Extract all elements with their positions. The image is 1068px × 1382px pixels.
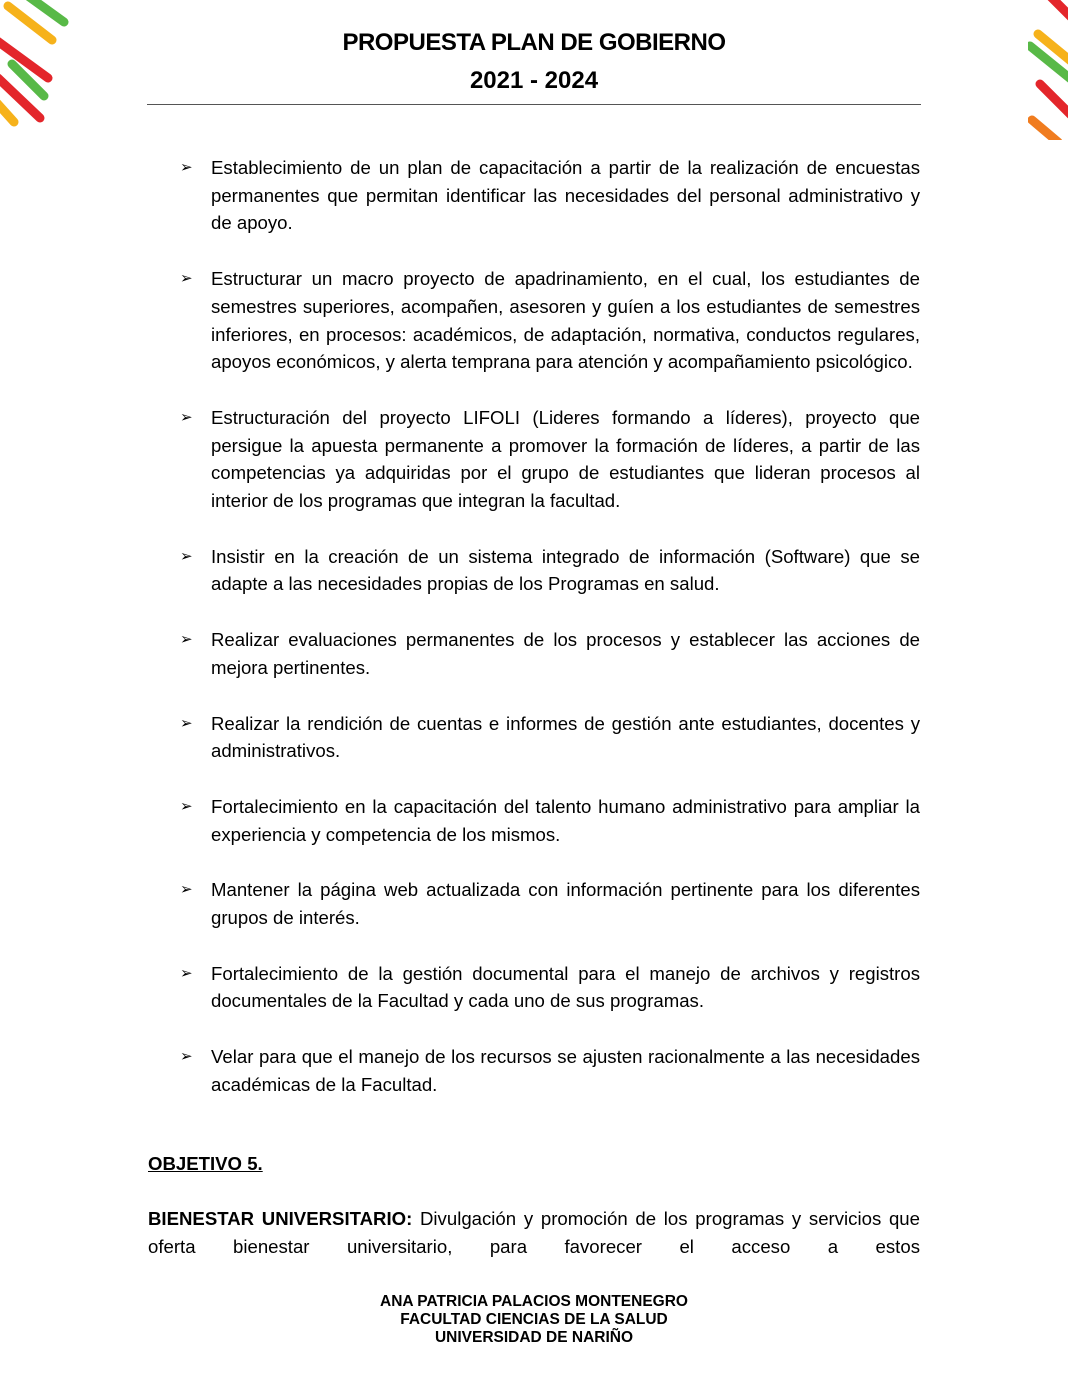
corner-decoration-right [1028, 0, 1068, 140]
page-header [147, 27, 921, 97]
document-title: PROPUESTA PLAN DE GOBIERNO [342, 29, 726, 56]
list-item-text: Estructurar un macro proyecto de apadrinamiento, en el cual, los estudiantes de semestres superiores, acompañen, asesoren y guíen a los estudiantes de semestres inferiores, en procesos: académicos, de adaptación, normativa, conductos regulares, apoyos económicos, y alerta temprana para atención y acompañamiento psicológico. [211, 268, 920, 373]
list-item [180, 876, 920, 931]
list-item [180, 626, 920, 681]
faculty-name: FACULTAD CIENCIAS DE LA SALUD [400, 1311, 668, 1328]
objective-heading: OBJETIVO 5. [148, 1153, 263, 1174]
bullet-list [180, 154, 920, 1127]
list-item-text: Mantener la página web actualizada con información pertinente para los diferentes grupos de interés. [211, 879, 920, 929]
header-divider [147, 104, 921, 105]
arrow-bullet-icon: ➢ [180, 881, 193, 899]
list-item [180, 960, 920, 1015]
list-item [180, 1043, 920, 1098]
objective-text: Divulgación y promoción de los programas y servicios que oferta bienestar universitario, para favorecer el acceso a estos [148, 1208, 920, 1257]
arrow-bullet-icon: ➢ [180, 270, 193, 288]
list-item-text: Insistir en la creación de un sistema integrado de información (Software) que se adapte a las necesidades propias de los Programas en salud. [211, 545, 920, 595]
list-item-text: Establecimiento de un plan de capacitación a partir de la realización de encuestas permanentes que permitan identificar las necesidades del personal administrativo y de apoyo. [211, 157, 920, 234]
list-item [180, 793, 920, 848]
list-item-text: Fortalecimiento de la gestión documental para el manejo de archivos y registros documentales de la Facultad y cada uno de sus programas. [211, 962, 920, 1012]
list-item [180, 543, 920, 598]
arrow-bullet-icon: ➢ [180, 631, 193, 649]
list-item [180, 404, 920, 515]
list-item [180, 265, 920, 376]
arrow-bullet-icon: ➢ [180, 547, 193, 565]
page-footer [300, 1293, 768, 1347]
arrow-bullet-icon: ➢ [180, 714, 193, 732]
author-name: ANA PATRICIA PALACIOS MONTENEGRO [380, 1293, 688, 1310]
arrow-bullet-icon: ➢ [180, 964, 193, 982]
list-item [180, 154, 920, 237]
arrow-bullet-icon: ➢ [180, 408, 193, 426]
list-item-text: Velar para que el manejo de los recursos se ajusten racionalmente a las necesidades académicas de la Facultad. [211, 1046, 920, 1095]
arrow-bullet-icon: ➢ [180, 1048, 193, 1066]
list-item [180, 710, 920, 765]
objective-paragraph [148, 1205, 920, 1261]
arrow-bullet-icon: ➢ [180, 797, 193, 815]
university-name: UNIVERSIDAD DE NARIÑO [434, 1329, 634, 1346]
arrow-bullet-icon: ➢ [180, 159, 193, 176]
list-item-text: Realizar evaluaciones permanentes de los procesos y establecer las acciones de mejora pertinentes. [211, 629, 920, 678]
list-item-text: Realizar la rendición de cuentas e informes de gestión ante estudiantes, docentes y administrativos. [211, 712, 920, 762]
corner-decoration-left [0, 0, 70, 130]
list-item-text: Fortalecimiento en la capacitación del talento humano administrativo para ampliar la experiencia y competencia de los mismos. [211, 795, 920, 845]
objective-lead: BIENESTAR UNIVERSITARIO: [148, 1208, 413, 1229]
document-years: 2021 - 2024 [469, 67, 599, 94]
list-item-text: Estructuración del proyecto LIFOLI (Lideres formando a líderes), proyecto que persigue la apuesta permanente a promover la formación de líderes, a partir de las competencias ya adquiridas por el grupo de estudiantes que lideran procesos al interior de los programas que integran la facultad. [211, 406, 920, 512]
